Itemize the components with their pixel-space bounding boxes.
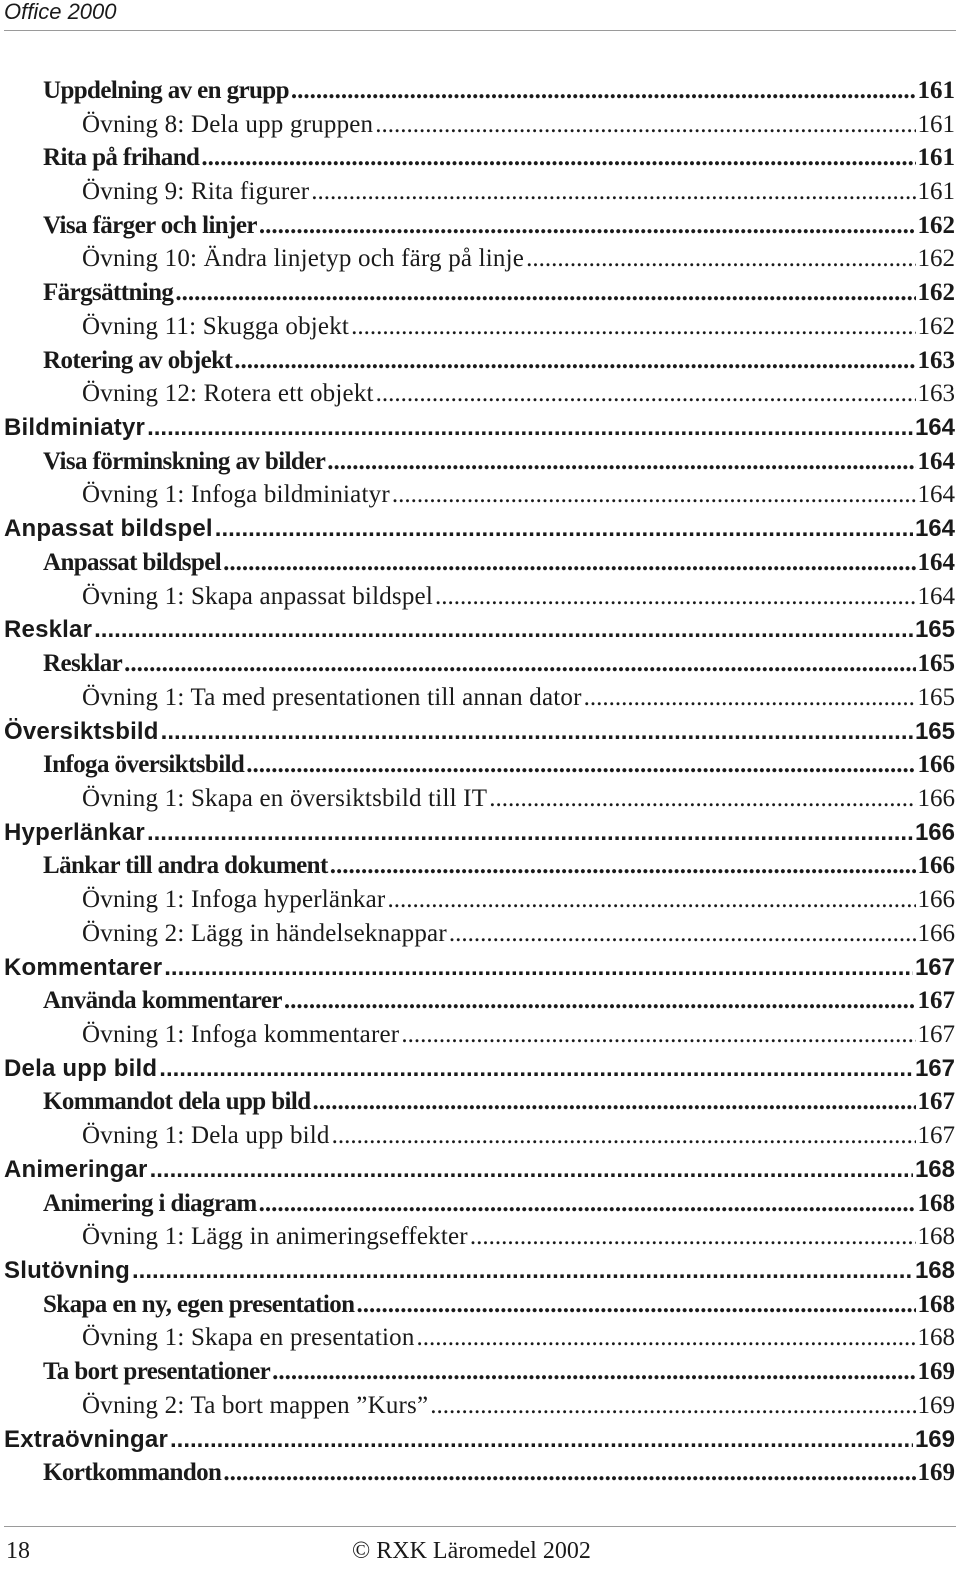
toc-entry-page: 163 [917,346,955,374]
dot-leader [150,1156,913,1184]
toc-entry-title: Övning 2: Lägg in händelseknappar [82,919,447,947]
toc-entry-title: Visa färger och linjer [43,211,257,239]
toc-entry [0,74,960,108]
toc-entry-title: Övning 2: Ta bort mappen ”Kurs” [82,1391,429,1419]
toc-entry-page: 161 [917,110,955,138]
toc-entry-title: Animeringar [4,1155,148,1183]
toc-entry-title: Kommentarer [4,953,163,981]
toc-entry-title: Rotering av objekt [43,346,233,374]
toc-entry-title: Rita på frihand [43,144,200,172]
toc-entry [0,850,960,884]
dot-leader [311,178,915,206]
dot-leader [259,1190,916,1218]
toc-entry-page: 162 [917,312,955,340]
toc-entry-title: Resklar [4,616,93,644]
toc-entry [0,546,960,580]
dot-leader [259,212,916,240]
toc-entry [0,614,960,648]
toc-entry-page: 161 [917,144,955,172]
dot-leader [234,347,915,375]
toc-entry-title: Övning 8: Dela upp gruppen [82,110,374,138]
header-title: Office 2000 [4,0,117,24]
toc-entry [0,1052,960,1086]
toc-entry-title: Animering i diagram [43,1189,257,1217]
toc-entry [0,1119,960,1153]
dot-leader [356,1291,915,1319]
dot-leader [375,111,915,139]
dot-leader [417,1324,916,1352]
footer-divider [4,1526,956,1527]
toc-entry-page: 164 [914,414,955,442]
toc-entry [0,479,960,513]
toc-entry [0,1153,960,1187]
toc-entry-page: 168 [914,1155,955,1183]
toc-entry-title: Övning 1: Dela upp bild [82,1122,330,1150]
toc-entry-title: Övning 1: Skapa en presentation [82,1324,415,1352]
dot-leader [124,650,915,678]
toc-entry-title: Övning 1: Infoga kommentarer [82,1020,400,1048]
toc-entry-title: Översiktsbild [4,717,159,745]
toc-entry [0,681,960,715]
toc-entry [0,883,960,917]
dot-leader [161,718,913,746]
dot-leader [376,380,916,408]
dot-leader [332,1122,916,1150]
toc-entry-title: Ta bort presentationer [43,1358,271,1386]
dot-leader [215,515,913,543]
toc-entry-title: Övning 1: Lägg in animeringseffekter [82,1223,468,1251]
toc-entry [0,377,960,411]
toc-entry-title: Resklar [43,650,123,678]
toc-entry-page: 164 [917,548,955,576]
dot-leader [246,751,915,779]
toc-entry [0,243,960,277]
toc-entry-page: 166 [917,919,955,947]
toc-entry-page: 168 [917,1223,955,1251]
footer-page-number: 18 [6,1538,30,1564]
toc-entry-title: Övning 1: Infoga bildminiatyr [82,481,390,509]
toc-entry [0,647,960,681]
dot-leader [327,448,915,476]
toc-entry-page: 168 [914,1257,955,1285]
toc-entry-page: 164 [914,515,955,543]
toc-entry [0,816,960,850]
page-header [4,0,956,31]
dot-leader [94,616,913,644]
toc-entry-page: 165 [914,717,955,745]
dot-leader [170,1426,913,1454]
toc-entry [0,951,960,985]
toc-entry-page: 162 [917,279,955,307]
toc-entry [0,310,960,344]
toc-entry-title: Infoga översiktsbild [43,751,245,779]
toc-entry-title: Skapa en ny, egen presentation [43,1290,355,1318]
toc-entry-page: 169 [917,1358,955,1386]
toc-entry-page: 163 [917,380,955,408]
toc-entry [0,512,960,546]
toc-entry [0,580,960,614]
dot-leader [291,77,916,105]
dot-leader [132,1257,913,1285]
toc-entry-page: 162 [917,245,955,273]
dot-leader [147,414,913,442]
toc-entry-title: Övning 10: Ändra linjetyp och färg på linje [82,245,525,273]
dot-leader [223,1459,915,1487]
toc-entry-title: Extraövningar [4,1425,168,1453]
toc-entry-title: Visa förminskning av bilder [43,447,326,475]
toc-entry-title: Anpassat bildspel [43,548,222,576]
toc-entry [0,1389,960,1423]
dot-leader [584,684,916,712]
dot-leader [313,1088,916,1116]
toc-entry-page: 169 [917,1391,955,1419]
toc-entry [0,1355,960,1389]
toc-entry [0,1254,960,1288]
dot-leader [430,1392,915,1420]
toc-entry-page: 167 [917,1122,955,1150]
toc-entry-page: 169 [917,1459,955,1487]
toc-entry [0,344,960,378]
toc-entry-page: 167 [917,1088,955,1116]
dot-leader [435,583,916,611]
toc-entry-title: Övning 1: Infoga hyperlänkar [82,886,386,914]
toc-entry-page: 165 [914,616,955,644]
toc-entry-page: 166 [917,852,955,880]
toc-entry-title: Övning 12: Rotera ett objekt [82,380,374,408]
toc-entry-page: 167 [917,1020,955,1048]
toc-entry [0,411,960,445]
toc-entry-page: 161 [917,76,955,104]
toc-entry-page: 164 [917,582,955,610]
toc-entry-title: Länkar till andra dokument [43,852,328,880]
dot-leader [526,245,915,273]
toc-entry-title: Hyperlänkar [4,818,145,846]
dot-leader [272,1358,915,1386]
toc-entry-page: 165 [917,650,955,678]
toc-entry [0,1086,960,1120]
toc-entry-page: 169 [914,1425,955,1453]
dot-leader [387,886,915,914]
toc-entry-page: 167 [917,987,955,1015]
toc-entry [0,1288,960,1322]
dot-leader [489,785,915,813]
toc-entry-title: Övning 9: Rita figurer [82,178,310,206]
toc-entry-title: Anpassat bildspel [4,515,213,543]
toc-entry-page: 165 [917,683,955,711]
toc-entry [0,782,960,816]
dot-leader [392,481,916,509]
table-of-contents [0,74,960,1490]
toc-entry-page: 162 [917,211,955,239]
toc-entry [0,141,960,175]
toc-entry-page: 164 [917,481,955,509]
dot-leader [401,1021,915,1049]
toc-entry-title: Slutövning [4,1257,130,1285]
toc-entry-page: 167 [914,1054,955,1082]
toc-entry-title: Dela upp bild [4,1054,158,1082]
toc-entry [0,276,960,310]
toc-entry-title: Använda kommentarer [43,987,282,1015]
toc-entry-page: 164 [917,447,955,475]
toc-entry-title: Övning 1: Skapa en översiktsbild till IT [82,784,488,812]
toc-entry [0,1187,960,1221]
dot-leader [159,1055,913,1083]
toc-entry-page: 166 [917,751,955,779]
dot-leader [201,144,915,172]
toc-entry-title: Övning 1: Skapa anpassat bildspel [82,582,433,610]
dot-leader [164,954,913,982]
toc-entry [0,1220,960,1254]
footer-copyright: © RXK Läromedel 2002 [352,1538,591,1564]
toc-entry-title: Uppdelning av en grupp [43,76,289,104]
toc-entry-page: 166 [917,784,955,812]
dot-leader [470,1223,916,1251]
toc-entry-page: 168 [917,1189,955,1217]
toc-entry-title: Kortkommandon [43,1459,222,1487]
toc-entry [0,445,960,479]
toc-entry-page: 161 [917,178,955,206]
dot-leader [147,819,913,847]
toc-entry [0,175,960,209]
toc-entry-page: 166 [917,886,955,914]
toc-entry-page: 167 [914,953,955,981]
toc-entry [0,1018,960,1052]
dot-leader [175,279,915,307]
dot-leader [330,852,916,880]
toc-entry-title: Övning 1: Ta med presentationen till annan dator [82,683,582,711]
toc-entry [0,1322,960,1356]
toc-entry-title: Bildminiatyr [4,414,146,442]
toc-entry [0,1423,960,1457]
toc-entry [0,748,960,782]
toc-entry-page: 168 [917,1290,955,1318]
toc-entry [0,1456,960,1490]
dot-leader [284,987,916,1015]
toc-entry [0,984,960,1018]
dot-leader [351,313,915,341]
toc-entry [0,108,960,142]
dot-leader [223,549,915,577]
toc-entry-title: Kommandot dela upp bild [43,1088,311,1116]
toc-entry-title: Övning 11: Skugga objekt [82,312,350,340]
toc-entry-title: Färgsättning [43,279,174,307]
toc-entry-page: 166 [914,818,955,846]
toc-entry [0,715,960,749]
dot-leader [449,920,916,948]
toc-entry-page: 168 [917,1324,955,1352]
toc-entry [0,209,960,243]
toc-entry [0,917,960,951]
